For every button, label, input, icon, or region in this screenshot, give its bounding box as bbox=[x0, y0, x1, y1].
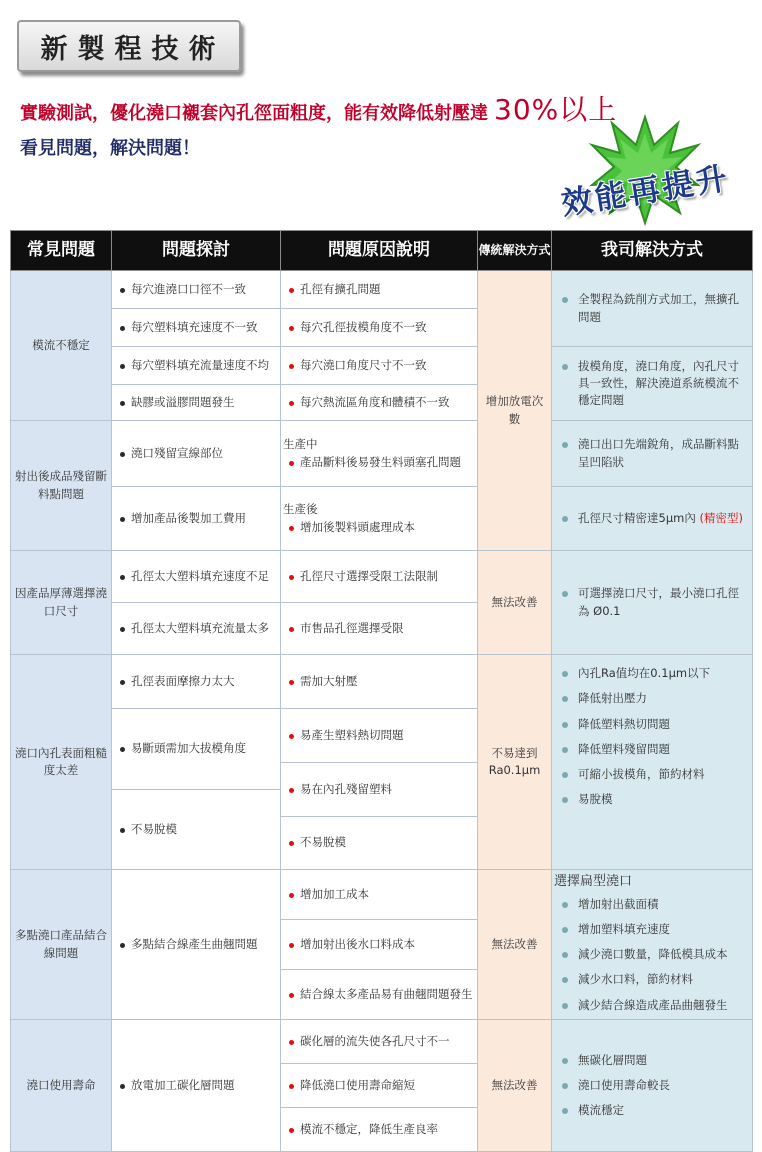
discuss-cell: 澆口殘留宣線部位 bbox=[112, 421, 281, 487]
solution-cell: 選擇扁型澆口 增加射出截面積 增加塑料填充速度 減少澆口數量，降低模具成本 減少水口料，節約材料 減少結合線造成產品曲翹發生 bbox=[552, 870, 753, 1020]
cause-cell: 每穴孔徑拔模角度不一致 bbox=[281, 309, 478, 347]
cause-cell: 生產後 增加後製料頭處理成本 bbox=[281, 487, 478, 551]
cause-cell: 降低澆口使用壽命縮短 bbox=[281, 1064, 478, 1108]
headline-text: 實驗測試，優化澆口襯套內孔徑面粗度，能有效降低射壓達 bbox=[20, 103, 488, 124]
subline: 看見問題，解決問題！ bbox=[20, 138, 200, 159]
traditional-cell: 無法改善 bbox=[478, 870, 552, 1020]
discuss-cell: 每穴塑料填充速度不一致 bbox=[112, 309, 281, 347]
cause-cell: 增加射出後水口料成本 bbox=[281, 920, 478, 970]
discuss-cell: 放電加工碳化層問題 bbox=[112, 1020, 281, 1152]
traditional-cell: 增加放電次數 bbox=[478, 271, 552, 551]
table-row bbox=[11, 347, 753, 385]
common-issue: 射出後成品殘留斷料點問題 bbox=[11, 421, 112, 551]
header-cause: 問題原因說明 bbox=[281, 231, 478, 271]
discuss-cell: 每穴進澆口口徑不一致 bbox=[112, 271, 281, 309]
cause-cell: 生產中 產品斷料後易發生料頭塞孔問題 bbox=[281, 421, 478, 487]
cause-cell: 增加加工成本 bbox=[281, 870, 478, 920]
header-common: 常見問題 bbox=[11, 231, 112, 271]
common-issue: 模流不穩定 bbox=[11, 271, 112, 421]
discuss-cell: 增加產品後製加工費用 bbox=[112, 487, 281, 551]
comparison-table bbox=[10, 230, 753, 1152]
table-row bbox=[11, 1020, 753, 1064]
traditional-cell: 無法改善 bbox=[478, 551, 552, 655]
common-issue: 澆口使用壽命 bbox=[11, 1020, 112, 1152]
discuss-cell: 孔徑太大塑料填充流量太多 bbox=[112, 603, 281, 655]
cause-cell: 易在內孔殘留塑料 bbox=[281, 763, 478, 817]
discuss-cell: 缺膠或溢膠問題發生 bbox=[112, 385, 281, 421]
discuss-cell: 不易脫模 bbox=[112, 790, 281, 870]
table-row bbox=[11, 655, 753, 682]
solution-cell: 無碳化層問題 澆口使用壽命較長 模流穩定 bbox=[552, 1020, 753, 1152]
solution-cell: 澆口出口先端銳角，成品斷料點呈凹陷狀 bbox=[552, 421, 753, 487]
cause-cell: 每穴熱流區角度和體積不一致 bbox=[281, 385, 478, 421]
cause-cell: 易產生塑料熱切問題 bbox=[281, 709, 478, 763]
table-row bbox=[11, 870, 753, 920]
headline-highlight: 30%以上 bbox=[494, 93, 618, 126]
solution-cell: 拔模角度，澆口角度，內孔尺寸具一致性，解決澆道系統模流不穩定問題 bbox=[552, 347, 753, 421]
header-discuss: 問題探討 bbox=[112, 231, 281, 271]
discuss-cell: 每穴塑料填充流量速度不均 bbox=[112, 347, 281, 385]
cause-cell: 模流不穩定，降低生產良率 bbox=[281, 1108, 478, 1152]
table-row bbox=[11, 421, 753, 487]
cause-cell: 碳化層的流失使各孔尺寸不一 bbox=[281, 1020, 478, 1064]
table-row bbox=[11, 551, 753, 603]
cause-cell: 孔徑有擴孔問題 bbox=[281, 271, 478, 309]
solution-cell: 可選擇澆口尺寸，最小澆口孔徑為 Ø0.1 bbox=[552, 551, 753, 655]
solution-cell: 內孔Ra值均在0.1μm以下 降低射出壓力 降低塑料熱切問題 降低塑料殘留問題 可縮小拔模角，節約材料 易脫模 bbox=[552, 655, 753, 870]
cause-cell: 市售品孔徑選擇受限 bbox=[281, 603, 478, 655]
header-traditional: 傳統解決方式 bbox=[478, 231, 552, 271]
discuss-cell: 多點結合線產生曲翹問題 bbox=[112, 870, 281, 1020]
common-issue: 因產品厚薄選擇澆口尺寸 bbox=[11, 551, 112, 655]
cause-cell: 不易脫模 bbox=[281, 817, 478, 870]
cause-cell: 孔徑尺寸選擇受限工法限制 bbox=[281, 551, 478, 603]
table-header-row bbox=[11, 231, 753, 271]
common-issue: 澆口內孔表面粗糙度太差 bbox=[11, 655, 112, 870]
page-title: 新製程技術 bbox=[17, 20, 241, 72]
discuss-cell: 易斷頭需加大拔模角度 bbox=[112, 709, 281, 790]
discuss-cell: 孔徑太大塑料填充速度不足 bbox=[112, 551, 281, 603]
common-issue: 多點澆口產品結合線問題 bbox=[11, 870, 112, 1020]
traditional-cell: 無法改善 bbox=[478, 1020, 552, 1152]
headline bbox=[20, 88, 617, 128]
performance-badge: 效能再提升 bbox=[558, 160, 733, 223]
solution-cell: 全製程為銑削方式加工，無擴孔問題 bbox=[552, 271, 753, 347]
traditional-cell: 不易達到Ra0.1μm bbox=[478, 655, 552, 870]
cause-cell: 結合線太多產品易有曲翹問題發生 bbox=[281, 970, 478, 1020]
header-solution: 我司解決方式 bbox=[552, 231, 753, 271]
discuss-cell: 孔徑表面摩擦力太大 bbox=[112, 655, 281, 709]
cause-cell: 每穴澆口角度尺寸不一致 bbox=[281, 347, 478, 385]
solution-cell: 孔徑尺寸精密達5μm內 (精密型) bbox=[552, 487, 753, 551]
cause-cell: 需加大射壓 bbox=[281, 655, 478, 709]
table-row bbox=[11, 271, 753, 309]
table-row bbox=[11, 487, 753, 551]
